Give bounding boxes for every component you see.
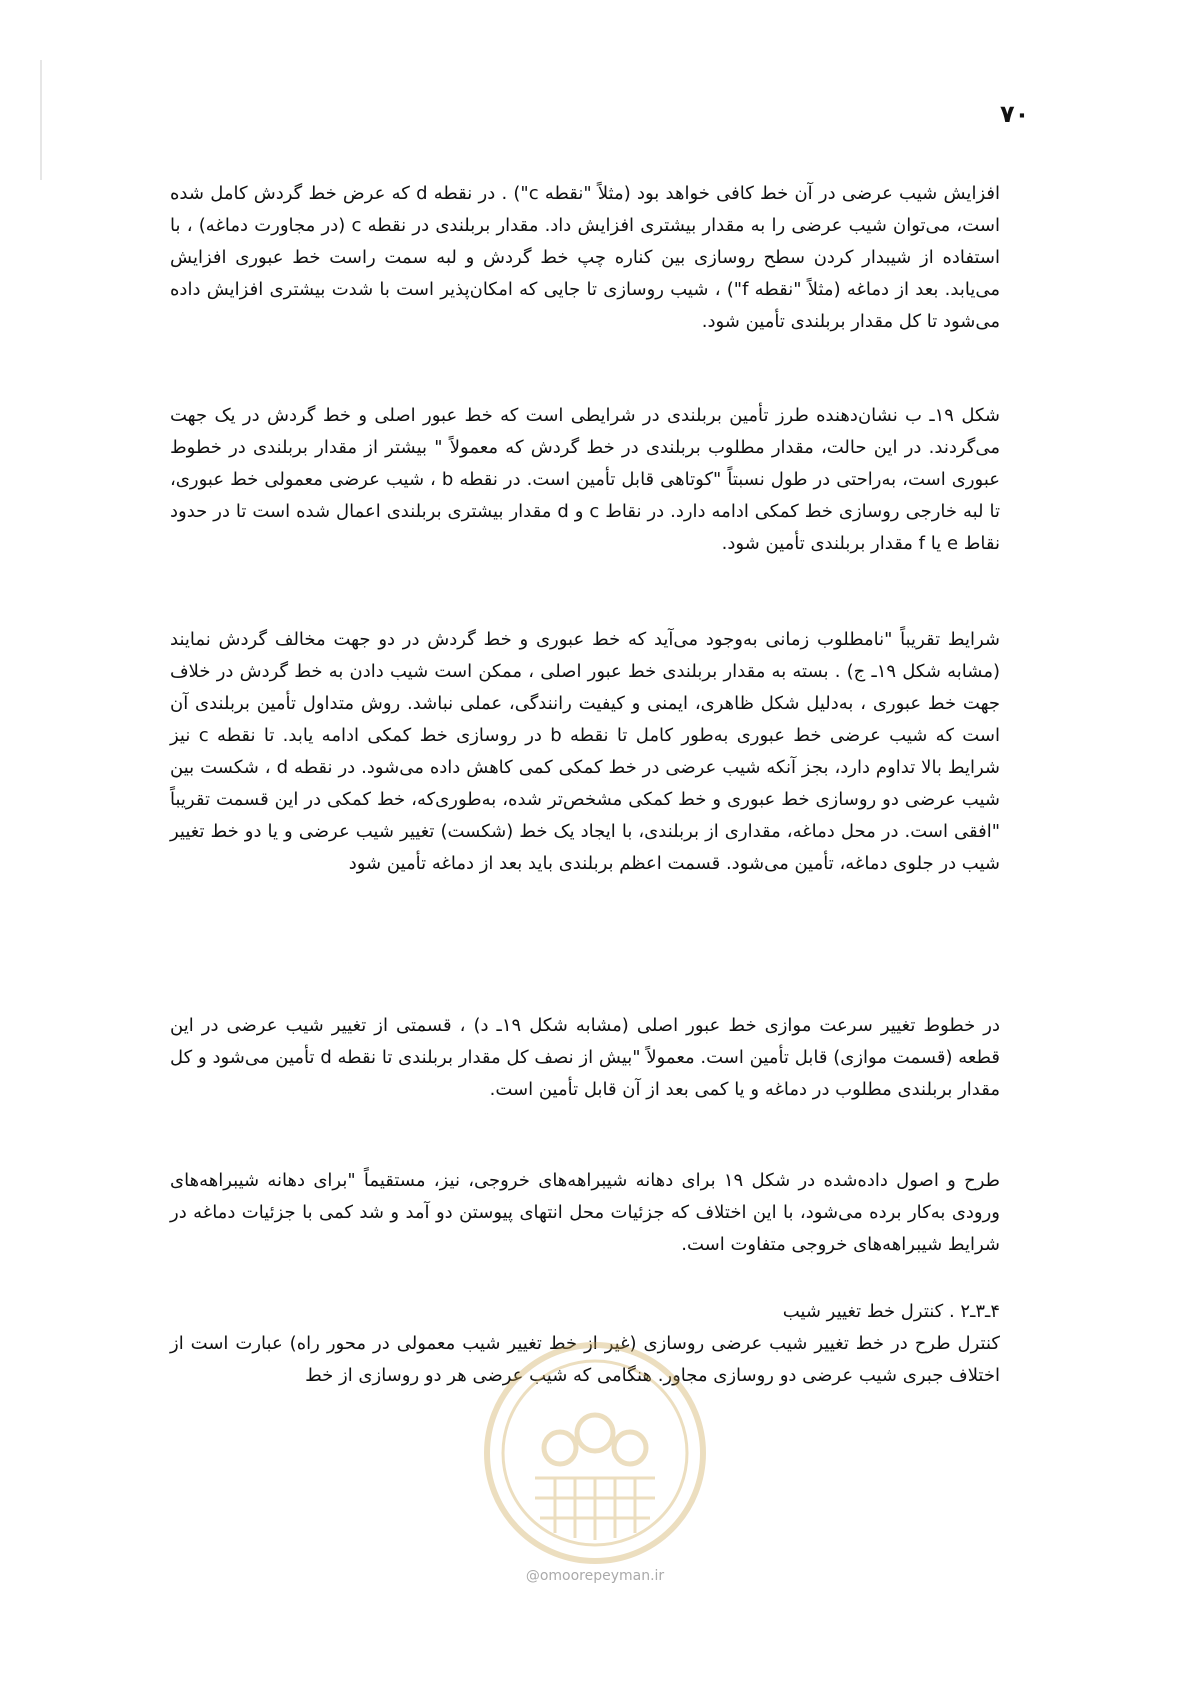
paragraph-5 <box>170 1165 1000 1261</box>
paragraph-text: افزایش شیب عرضی در آن خط کافی خواهد بود (مثلاً "نقطه c") . در نقطه d که عرض خط گردش کامل شده است، می‌توان شیب عرضی را به مقدار بیشتری افزایش داد. مقدار بربلندی در نقطه c (در مجاورت دماغه) ، با استفاده از شیبدار کردن سطح روسازی بین کناره چپ خط گردش و لبه سمت راست خط عبوری افزایش می‌یابد. بعد از دماغه (مثلاً "نقطه f") ، شیب روسازی تا جایی که امکان‌پذیر است با شدت بیشتری افزایش داده می‌شود تا کل مقدار بربلندی تأمین شود. <box>170 183 1000 332</box>
paragraph-3 <box>170 624 1000 880</box>
paragraph-text: طرح و اصول داده‌شده در شکل ۱۹ برای دهانه شیبراهه‌های خروجی، نیز، مستقیماً "برای دهانه شیبراهه‌های ورودی به‌کار برده می‌شود، با این اختلاف که جزئیات محل انتهای پیوستن دو آمد و شد کمی با جزئیات دماغه در شرایط شیبراهه‌های خروجی متفاوت است. <box>170 1170 1000 1255</box>
paragraph-text: شکل ۱۹ـ ب نشان‌دهنده طرز تأمین بربلندی در شرایطی است که خط عبور اصلی و خط گردش در یک جهت می‌گردند. در این حالت، مقدار مطلوب بربلندی در خط گردش که معمولاً " بیشتر از مقدار بربلندی در خطوط عبوری است، به‌راحتی در طول نسبتاً "کوتاهی قابل تأمین است. در نقطه b ، شیب عرضی معمولی خط عبوری، تا لبه خارجی روسازی خط کمکی ادامه دارد. در نقاط c و d مقدار بیشتری بربلندی اعمال شده است تا در حدود نقاط e یا f مقدار بربلندی تأمین شود. <box>170 405 1000 554</box>
page-edge-mark <box>40 60 42 180</box>
section-heading: ۴ـ۳ـ۲ . کنترل خط تغییر شیب <box>782 1301 1000 1322</box>
paragraph-text: شرایط تقریباً "نامطلوب زمانی به‌وجود می‌آید که خط عبوری و خط گردش در دو جهت مخالف گردش نمایند (مشابه شکل ۱۹ـ ج) . بسته به مقدار بربلندی خط عبور اصلی ، ممکن است شیب دادن به خط گردش در خلاف جهت خط عبوری ، به‌دلیل شکل ظاهری، ایمنی و کیفیت رانندگی، عملی نباشد. روش متداول تأمین بربلندی آن است که شیب عرضی خط عبوری به‌طور کامل تا نقطه b در روسازی خط کمکی ادامه یابد. تا نقطه c نیز شرایط بالا تداوم دارد، بجز آنکه شیب عرضی در خط کمکی کمی کاهش داده می‌شود. در نقطه d ، شکست بین شیب عرضی دو روسازی خط عبوری و خط کمکی مشخص‌تر شده، به‌طوری‌که، خط کمکی در این قسمت تقریباً "افقی است. در محل دماغه، مقداری از بربلندی، با ایجاد یک خط (شکست) تغییر شیب عرضی و یا دو خط تغییر شیب در جلوی دماغه، تأمین می‌شود. قسمت اعظم بربلندی باید بعد از دماغه تأمین شود <box>170 629 1001 874</box>
watermark-caption: @omoorepeyman.ir <box>525 1568 665 1584</box>
page-number: ۷۰ <box>1000 100 1030 128</box>
paragraph-text: کنترل طرح در خط تغییر شیب عرضی روسازی (غیر از خط تغییر شیب معمولی در محور راه) عبارت است از اختلاف جبری شیب عرضی دو روسازی مجاور. هنگامی که شیب عرضی هر دو روسازی از خط <box>170 1333 1000 1386</box>
paragraph-text: در خطوط تغییر سرعت موازی خط عبور اصلی (مشابه شکل ۱۹ـ د) ، قسمتی از تغییر شیب عرضی در این قطعه (قسمت موازی) قابل تأمین است. معمولاً "بیش از نصف کل مقدار بربلندی تا نقطه d تأمین می‌شود و کل مقدار بربلندی مطلوب در دماغه و یا کمی بعد از آن قابل تأمین است. <box>170 1015 1000 1100</box>
paragraph-4 <box>170 1010 1000 1106</box>
paragraph-2 <box>170 400 1000 560</box>
paragraph-1 <box>170 178 1000 338</box>
watermark-seal-icon <box>480 1338 710 1568</box>
